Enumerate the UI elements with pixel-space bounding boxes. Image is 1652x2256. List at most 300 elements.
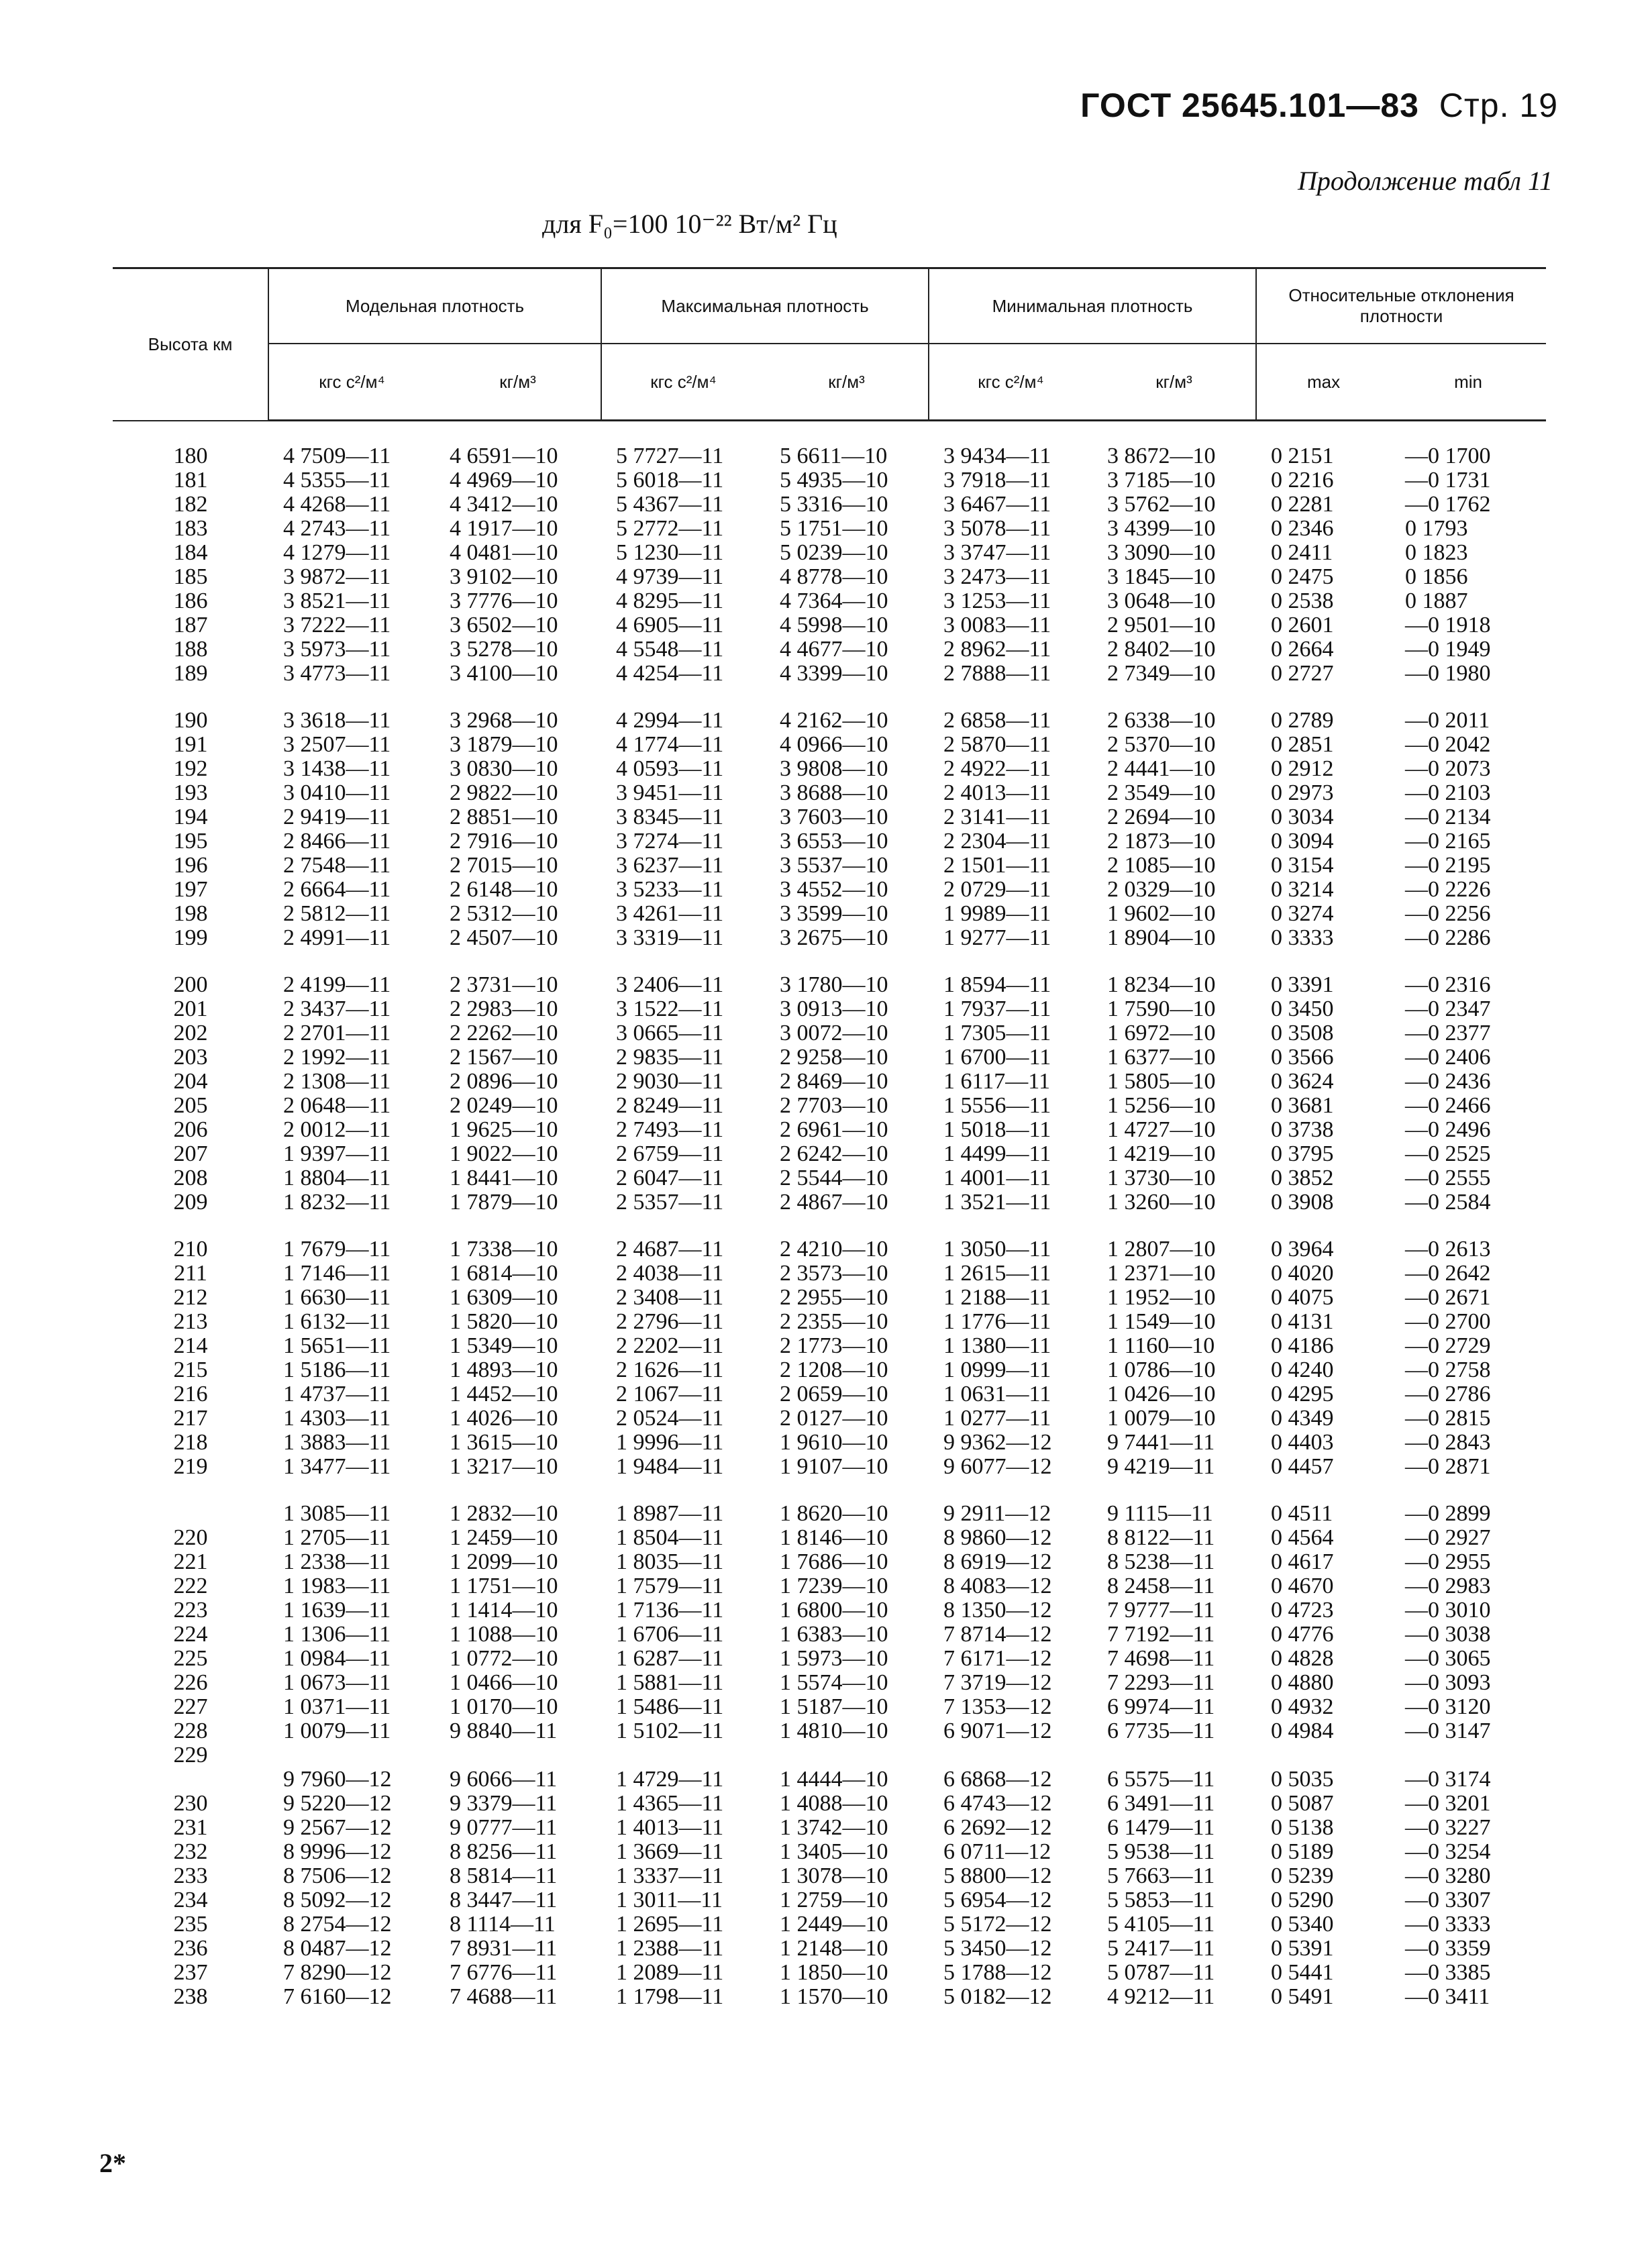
value-cell: 6 7735—11 <box>1107 1719 1215 1743</box>
value-cell: —0 2073 <box>1405 756 1491 781</box>
value-cell: 1 5820—10 <box>450 1309 558 1334</box>
value-cell: 1 2388—11 <box>616 1936 724 1961</box>
value-cell: 2 4991—11 <box>283 925 391 950</box>
height-cell: 201 <box>173 996 208 1021</box>
value-cell: 7 7192—11 <box>1107 1622 1215 1647</box>
value-cell: 2 9419—11 <box>283 805 391 829</box>
value-cell: 2 6338—10 <box>1107 708 1216 733</box>
value-cell: 8 5814—11 <box>450 1863 558 1888</box>
value-cell: 3 6502—10 <box>450 613 558 637</box>
value-cell: 1 7879—10 <box>450 1190 558 1215</box>
value-cell: 3 1780—10 <box>780 972 888 997</box>
height-cell: 187 <box>173 613 208 637</box>
table-row <box>113 1792 1546 1816</box>
value-cell: 3 5233—11 <box>616 877 724 902</box>
height-cell: 185 <box>173 564 208 589</box>
value-cell: 0 2346 <box>1271 516 1334 541</box>
value-cell: 1 3883—11 <box>283 1430 391 1455</box>
value-cell: 1 7239—10 <box>780 1574 888 1598</box>
value-cell <box>929 1743 1092 1767</box>
value-cell: 5 4935—10 <box>780 468 888 493</box>
value-cell: 1 6700—11 <box>943 1045 1051 1070</box>
value-cell: 1 2459—10 <box>450 1525 558 1550</box>
value-cell: 2 5357—11 <box>616 1190 724 1215</box>
value-cell: 2 0896—10 <box>450 1069 558 1094</box>
table-row <box>113 1334 1546 1358</box>
value-cell: 2 1308—11 <box>283 1069 391 1094</box>
value-cell: 0 3566 <box>1271 1045 1334 1070</box>
value-cell: 3 4100—10 <box>450 661 558 686</box>
value-cell: 2 7493—11 <box>616 1117 724 1142</box>
value-cell: 1 9277—11 <box>943 925 1051 950</box>
value-cell: —0 2286 <box>1405 925 1491 950</box>
value-cell: —0 2671 <box>1405 1285 1491 1310</box>
value-cell: 2 1873—10 <box>1107 829 1216 854</box>
value-cell: 5 6018—11 <box>616 468 724 493</box>
value-cell: 4 0966—10 <box>780 732 888 757</box>
height-cell: 211 <box>174 1261 207 1286</box>
value-cell: 4 1917—10 <box>450 516 558 541</box>
value-cell: 8 3447—11 <box>450 1888 558 1912</box>
value-cell: —0 2436 <box>1405 1069 1491 1094</box>
value-cell: 2 2955—10 <box>780 1285 888 1310</box>
value-cell: 8 5092—12 <box>283 1888 392 1912</box>
value-cell: 3 2675—10 <box>780 925 888 950</box>
value-cell: 1 5186—11 <box>283 1357 391 1382</box>
table-condition: для F₀=100 10⁻²² Вт/м² Гц <box>542 209 837 239</box>
value-cell: 2 1085—10 <box>1107 853 1216 878</box>
value-cell: 9 0777—11 <box>450 1815 558 1840</box>
value-cell: 1 3615—10 <box>450 1430 558 1455</box>
value-cell: 5 8800—12 <box>943 1863 1052 1888</box>
value-cell: 4 4677—10 <box>780 637 888 662</box>
height-cell: 195 <box>173 829 208 854</box>
value-cell <box>435 1743 601 1767</box>
value-cell: —0 2347 <box>1405 996 1491 1021</box>
value-cell: 2 6148—10 <box>450 877 558 902</box>
value-cell: 0 2538 <box>1271 588 1334 613</box>
height-cell: 183 <box>173 516 208 541</box>
value-cell: 1 7136—11 <box>616 1598 724 1623</box>
value-cell: —0 1731 <box>1405 468 1491 493</box>
value-cell: 0 2216 <box>1271 468 1334 493</box>
table-row <box>113 1623 1546 1647</box>
value-cell <box>1256 1743 1390 1767</box>
value-cell: 9 8840—11 <box>450 1719 558 1743</box>
value-cell: —0 2103 <box>1405 780 1491 805</box>
table-row <box>113 1743 1546 1767</box>
value-cell: 1 8146—10 <box>780 1525 888 1550</box>
value-cell: 9 6066—11 <box>450 1767 558 1792</box>
value-cell: 2 5370—10 <box>1107 732 1216 757</box>
value-cell: 1 1850—10 <box>780 1960 888 1985</box>
value-cell: 8 8122—11 <box>1107 1525 1215 1550</box>
value-cell: 1 2759—10 <box>780 1888 888 1912</box>
density-table <box>113 267 1546 2009</box>
value-cell: 1 3260—10 <box>1107 1190 1216 1215</box>
value-cell: 1 1380—11 <box>943 1333 1051 1358</box>
value-cell: 5 6611—10 <box>780 444 888 468</box>
value-cell: 2 7703—10 <box>780 1093 888 1118</box>
height-cell: 209 <box>173 1190 208 1215</box>
value-cell: 4 3399—10 <box>780 661 888 686</box>
value-cell: 2 0012—11 <box>283 1117 391 1142</box>
value-cell: 3 5973—11 <box>283 637 391 662</box>
value-cell: 0 3738 <box>1271 1117 1334 1142</box>
height-cell: 224 <box>173 1622 208 1647</box>
value-cell: 1 0079—10 <box>1107 1406 1216 1431</box>
value-cell: 3 9872—11 <box>283 564 391 589</box>
height-cell: 230 <box>173 1791 208 1816</box>
value-cell: 1 2449—10 <box>780 1912 888 1937</box>
value-cell: 7 6171—12 <box>943 1646 1052 1671</box>
value-cell: 3 1845—10 <box>1107 564 1216 589</box>
value-cell: 1 2615—11 <box>943 1261 1051 1286</box>
value-cell: 1 4810—10 <box>780 1719 888 1743</box>
height-cell: 181 <box>173 468 208 493</box>
value-cell: 3 0830—10 <box>450 756 558 781</box>
value-cell: 7 8290—12 <box>283 1960 392 1985</box>
value-cell: —0 2927 <box>1405 1525 1491 1550</box>
value-cell: —0 1918 <box>1405 613 1491 637</box>
value-cell: —0 3280 <box>1405 1863 1491 1888</box>
value-cell: 5 0239—10 <box>780 540 888 565</box>
value-cell: 1 6706—11 <box>616 1622 724 1647</box>
value-cell: 7 9777—11 <box>1107 1598 1215 1623</box>
value-cell: 2 7548—11 <box>283 853 391 878</box>
value-cell: 6 3491—11 <box>1107 1791 1215 1816</box>
row-group-gap <box>113 1215 1546 1237</box>
value-cell: 1 0786—10 <box>1107 1357 1216 1382</box>
value-cell: 8 2458—11 <box>1107 1574 1215 1598</box>
value-cell: 0 5239 <box>1271 1863 1334 1888</box>
value-cell: 3 0665—11 <box>616 1021 724 1045</box>
value-cell: 2 9835—11 <box>616 1045 724 1070</box>
value-cell: 1 5805—10 <box>1107 1069 1216 1094</box>
value-cell: 1 5973—10 <box>780 1646 888 1671</box>
value-cell: 3 2473—11 <box>943 564 1051 589</box>
table-row <box>113 854 1546 878</box>
value-cell: 1 0999—11 <box>943 1357 1051 1382</box>
height-cell <box>113 1502 268 1526</box>
table-row <box>113 1431 1546 1455</box>
value-cell: 0 5491 <box>1271 1984 1334 2009</box>
table-row <box>113 878 1546 902</box>
value-cell: —0 3307 <box>1405 1888 1491 1912</box>
height-cell: 214 <box>173 1333 208 1358</box>
value-cell: 0 3391 <box>1271 972 1334 997</box>
value-cell: 1 8904—10 <box>1107 925 1216 950</box>
value-cell: 1 8987—11 <box>616 1501 724 1526</box>
height-cell: 232 <box>173 1839 208 1864</box>
value-cell: 5 7727—11 <box>616 444 724 468</box>
value-cell: 7 4688—11 <box>450 1984 558 2009</box>
value-cell: 0 4131 <box>1271 1309 1334 1334</box>
value-cell: 2 4441—10 <box>1107 756 1216 781</box>
col-rel: Относительные отклонения плотности <box>1256 268 1546 344</box>
value-cell: 5 1788—12 <box>943 1960 1052 1985</box>
table-row <box>113 1961 1546 1985</box>
value-cell: 5 0182—12 <box>943 1984 1052 2009</box>
value-cell: 0 3154 <box>1271 853 1334 878</box>
value-cell: 2 2355—10 <box>780 1309 888 1334</box>
value-cell: 0 2727 <box>1271 661 1334 686</box>
value-cell: 3 3319—11 <box>616 925 724 950</box>
value-cell: 3 5278—10 <box>450 637 558 662</box>
value-cell: 0 2973 <box>1271 780 1334 805</box>
value-cell: 1 7937—11 <box>943 996 1051 1021</box>
table-row <box>113 1118 1546 1142</box>
height-cell: 216 <box>173 1382 208 1406</box>
value-cell: 3 5537—10 <box>780 853 888 878</box>
height-cell: 234 <box>173 1888 208 1912</box>
value-cell: 1 0170—10 <box>450 1694 558 1719</box>
value-cell: 1 3521—11 <box>943 1190 1051 1215</box>
value-cell: 4 2162—10 <box>780 708 888 733</box>
table-row <box>113 1767 1546 1792</box>
value-cell: 1 2338—11 <box>283 1549 391 1574</box>
value-cell: —0 3411 <box>1405 1984 1490 2009</box>
value-cell: 5 4367—11 <box>616 492 724 517</box>
value-cell: 2 5812—11 <box>283 901 391 926</box>
value-cell: 1 8234—10 <box>1107 972 1216 997</box>
value-cell: 0 5087 <box>1271 1791 1334 1816</box>
value-cell: 1 5187—10 <box>780 1694 888 1719</box>
value-cell: 0 5391 <box>1271 1936 1334 1961</box>
table-row <box>113 997 1546 1021</box>
value-cell: 2 4210—10 <box>780 1237 888 1262</box>
value-cell: 1 3477—11 <box>283 1454 391 1479</box>
value-cell: 9 7441—11 <box>1107 1430 1215 1455</box>
col-model: Модельная плотность <box>268 268 601 344</box>
height-cell: 182 <box>173 492 208 517</box>
value-cell: 7 8714—12 <box>943 1622 1052 1647</box>
value-cell: 3 7185—10 <box>1107 468 1216 493</box>
value-cell: 7 2293—11 <box>1107 1670 1215 1695</box>
value-cell: —0 3093 <box>1405 1670 1491 1695</box>
value-cell: 1 1306—11 <box>283 1622 391 1647</box>
value-cell: 1 1160—10 <box>1107 1333 1215 1358</box>
value-cell: 0 4075 <box>1271 1285 1334 1310</box>
height-cell: 227 <box>173 1694 208 1719</box>
value-cell: 8 8256—11 <box>450 1839 558 1864</box>
value-cell: 4 1774—11 <box>616 732 724 757</box>
table-row <box>113 757 1546 781</box>
value-cell: 2 4867—10 <box>780 1190 888 1215</box>
value-cell: —0 3038 <box>1405 1622 1491 1647</box>
value-cell: 0 5290 <box>1271 1888 1334 1912</box>
value-cell: 1 3742—10 <box>780 1815 888 1840</box>
table-row <box>113 926 1546 950</box>
value-cell: 1 8594—11 <box>943 972 1051 997</box>
value-cell: 7 3719—12 <box>943 1670 1052 1695</box>
value-cell: 2 3549—10 <box>1107 780 1216 805</box>
value-cell: 1 6383—10 <box>780 1622 888 1647</box>
value-cell: —0 3227 <box>1405 1815 1491 1840</box>
value-cell: 4 1279—11 <box>283 540 391 565</box>
value-cell: 1 5486—11 <box>616 1694 724 1719</box>
value-cell: 2 0659—10 <box>780 1382 888 1406</box>
value-cell: 6 5575—11 <box>1107 1767 1215 1792</box>
value-cell: 2 0729—11 <box>943 877 1051 902</box>
value-cell: 1 1751—10 <box>450 1574 558 1598</box>
table-row <box>113 1695 1546 1719</box>
height-cell: 225 <box>173 1646 208 1671</box>
value-cell: 3 0648—10 <box>1107 588 1216 613</box>
table-row <box>113 1864 1546 1888</box>
value-cell: —0 2555 <box>1405 1166 1491 1190</box>
value-cell: 1 6117—11 <box>943 1069 1050 1094</box>
table-row <box>113 493 1546 517</box>
value-cell: 0 3908 <box>1271 1190 1334 1215</box>
value-cell: 0 4457 <box>1271 1454 1334 1479</box>
value-cell: 2 2304—11 <box>943 829 1051 854</box>
value-cell: 0 4932 <box>1271 1694 1334 1719</box>
value-cell: —0 3201 <box>1405 1791 1491 1816</box>
page-number: Стр. 19 <box>1439 87 1558 124</box>
value-cell: 5 9538—11 <box>1107 1839 1215 1864</box>
value-cell: 1 9996—11 <box>616 1430 724 1455</box>
value-cell: —0 2642 <box>1405 1261 1491 1286</box>
value-cell: 9 7960—12 <box>283 1767 392 1792</box>
value-cell: 3 1522—11 <box>616 996 724 1021</box>
value-cell: 1 3078—10 <box>780 1863 888 1888</box>
value-cell: 1 5881—11 <box>616 1670 724 1695</box>
table-row <box>113 1190 1546 1215</box>
value-cell: 1 0371—11 <box>283 1694 391 1719</box>
value-cell: 1 9610—10 <box>780 1430 888 1455</box>
value-cell: 1 4303—11 <box>283 1406 391 1431</box>
value-cell: 4 5548—11 <box>616 637 724 662</box>
value-cell: 0 4617 <box>1271 1549 1334 1574</box>
value-cell: 4 8295—11 <box>616 588 724 613</box>
height-cell: 213 <box>173 1309 208 1334</box>
value-cell: 2 4038—11 <box>616 1261 724 1286</box>
value-cell: 2 1992—11 <box>283 1045 391 1070</box>
height-cell: 210 <box>173 1237 208 1262</box>
value-cell: 0 3034 <box>1271 805 1334 829</box>
value-cell: 2 0329—10 <box>1107 877 1216 902</box>
value-cell: 4 2743—11 <box>283 516 391 541</box>
value-cell: 0 4984 <box>1271 1719 1334 1743</box>
value-cell: 2 2202—11 <box>616 1333 724 1358</box>
value-cell <box>765 1743 929 1767</box>
value-cell: —0 2815 <box>1405 1406 1491 1431</box>
value-cell: —0 3010 <box>1405 1598 1491 1623</box>
value-cell: 0 2664 <box>1271 637 1334 662</box>
value-cell: 1 5018—11 <box>943 1117 1051 1142</box>
value-cell: 2 5312—10 <box>450 901 558 926</box>
value-cell: —0 3147 <box>1405 1719 1491 1743</box>
table-row <box>113 1574 1546 1598</box>
value-cell: 0 1823 <box>1405 540 1468 565</box>
table-row <box>113 1455 1546 1479</box>
value-cell: 2 4922—11 <box>943 756 1051 781</box>
unit-min-kgs: кгс с²/м⁴ <box>929 344 1092 421</box>
value-cell: 3 0913—10 <box>780 996 888 1021</box>
value-cell: 1 4001—11 <box>943 1166 1051 1190</box>
value-cell: 5 5172—12 <box>943 1912 1052 1937</box>
value-cell: 0 5138 <box>1271 1815 1334 1840</box>
value-cell: 7 1353—12 <box>943 1694 1052 1719</box>
value-cell: 0 2411 <box>1271 540 1333 565</box>
value-cell: 8 1114—11 <box>450 1912 556 1937</box>
page-header <box>1080 86 1558 125</box>
height-cell: 231 <box>173 1815 208 1840</box>
unit-max-kg: кг/м³ <box>765 344 929 421</box>
value-cell: 0 3214 <box>1271 877 1334 902</box>
height-cell: 205 <box>173 1093 208 1118</box>
col-max: Максимальная плотность <box>601 268 929 344</box>
value-cell: 3 9451—11 <box>616 780 724 805</box>
value-cell: 5 1751—10 <box>780 516 888 541</box>
value-cell: 9 1115—11 <box>1107 1501 1213 1526</box>
rel-min-header: min <box>1390 344 1546 421</box>
height-cell: 198 <box>173 901 208 926</box>
value-cell: 2 8469—10 <box>780 1069 888 1094</box>
value-cell: 1 2099—10 <box>450 1549 558 1574</box>
value-cell: 3 4399—10 <box>1107 516 1216 541</box>
value-cell: —0 1762 <box>1405 492 1491 517</box>
value-cell: 1 5556—11 <box>943 1093 1051 1118</box>
value-cell: 4 4268—11 <box>283 492 391 517</box>
table-row <box>113 1070 1546 1094</box>
value-cell: 0 4670 <box>1271 1574 1334 1598</box>
gost-number: ГОСТ 25645.101—83 <box>1080 87 1419 124</box>
value-cell: 1 1414—10 <box>450 1598 558 1623</box>
table-row <box>113 1094 1546 1118</box>
height-cell: 196 <box>173 853 208 878</box>
row-group-gap <box>113 1479 1546 1502</box>
value-cell: 0 1856 <box>1405 564 1468 589</box>
value-cell: 5 3316—10 <box>780 492 888 517</box>
value-cell: 0 2789 <box>1271 708 1334 733</box>
value-cell: 2 2796—11 <box>616 1309 724 1334</box>
value-cell: 1 5102—11 <box>616 1719 724 1743</box>
value-cell <box>268 1743 435 1767</box>
value-cell: 1 2695—11 <box>616 1912 724 1937</box>
table-row <box>113 805 1546 829</box>
value-cell: 2 9258—10 <box>780 1045 888 1070</box>
height-cell: 199 <box>173 925 208 950</box>
value-cell: 0 4403 <box>1271 1430 1334 1455</box>
value-cell: 3 4773—11 <box>283 661 391 686</box>
row-group-gap <box>113 950 1546 973</box>
value-cell: 2 6664—11 <box>283 877 391 902</box>
value-cell: —0 2871 <box>1405 1454 1491 1479</box>
height-cell: 202 <box>173 1021 208 1045</box>
value-cell: —0 2899 <box>1405 1501 1491 1526</box>
value-cell: 1 3337—11 <box>616 1863 724 1888</box>
value-cell: 3 6237—11 <box>616 853 724 878</box>
value-cell: 2 1067—11 <box>616 1382 724 1406</box>
table-row <box>113 1719 1546 1743</box>
value-cell: 3 1253—11 <box>943 588 1051 613</box>
continuation-note: Продолжение табл 11 <box>1297 166 1553 196</box>
value-cell: 0 2912 <box>1271 756 1334 781</box>
table-row <box>113 589 1546 613</box>
value-cell: 1 1639—11 <box>283 1598 391 1623</box>
value-cell: 1 2188—11 <box>943 1285 1051 1310</box>
value-cell: 1 2148—10 <box>780 1936 888 1961</box>
value-cell: 0 3964 <box>1271 1237 1334 1262</box>
value-cell: 1 9397—11 <box>283 1141 391 1166</box>
value-cell: 6 0711—12 <box>943 1839 1051 1864</box>
value-cell: 2 5544—10 <box>780 1166 888 1190</box>
unit-model-kg: кг/м³ <box>435 344 601 421</box>
value-cell: 2 4507—10 <box>450 925 558 950</box>
value-cell: 4 0593—11 <box>616 756 724 781</box>
